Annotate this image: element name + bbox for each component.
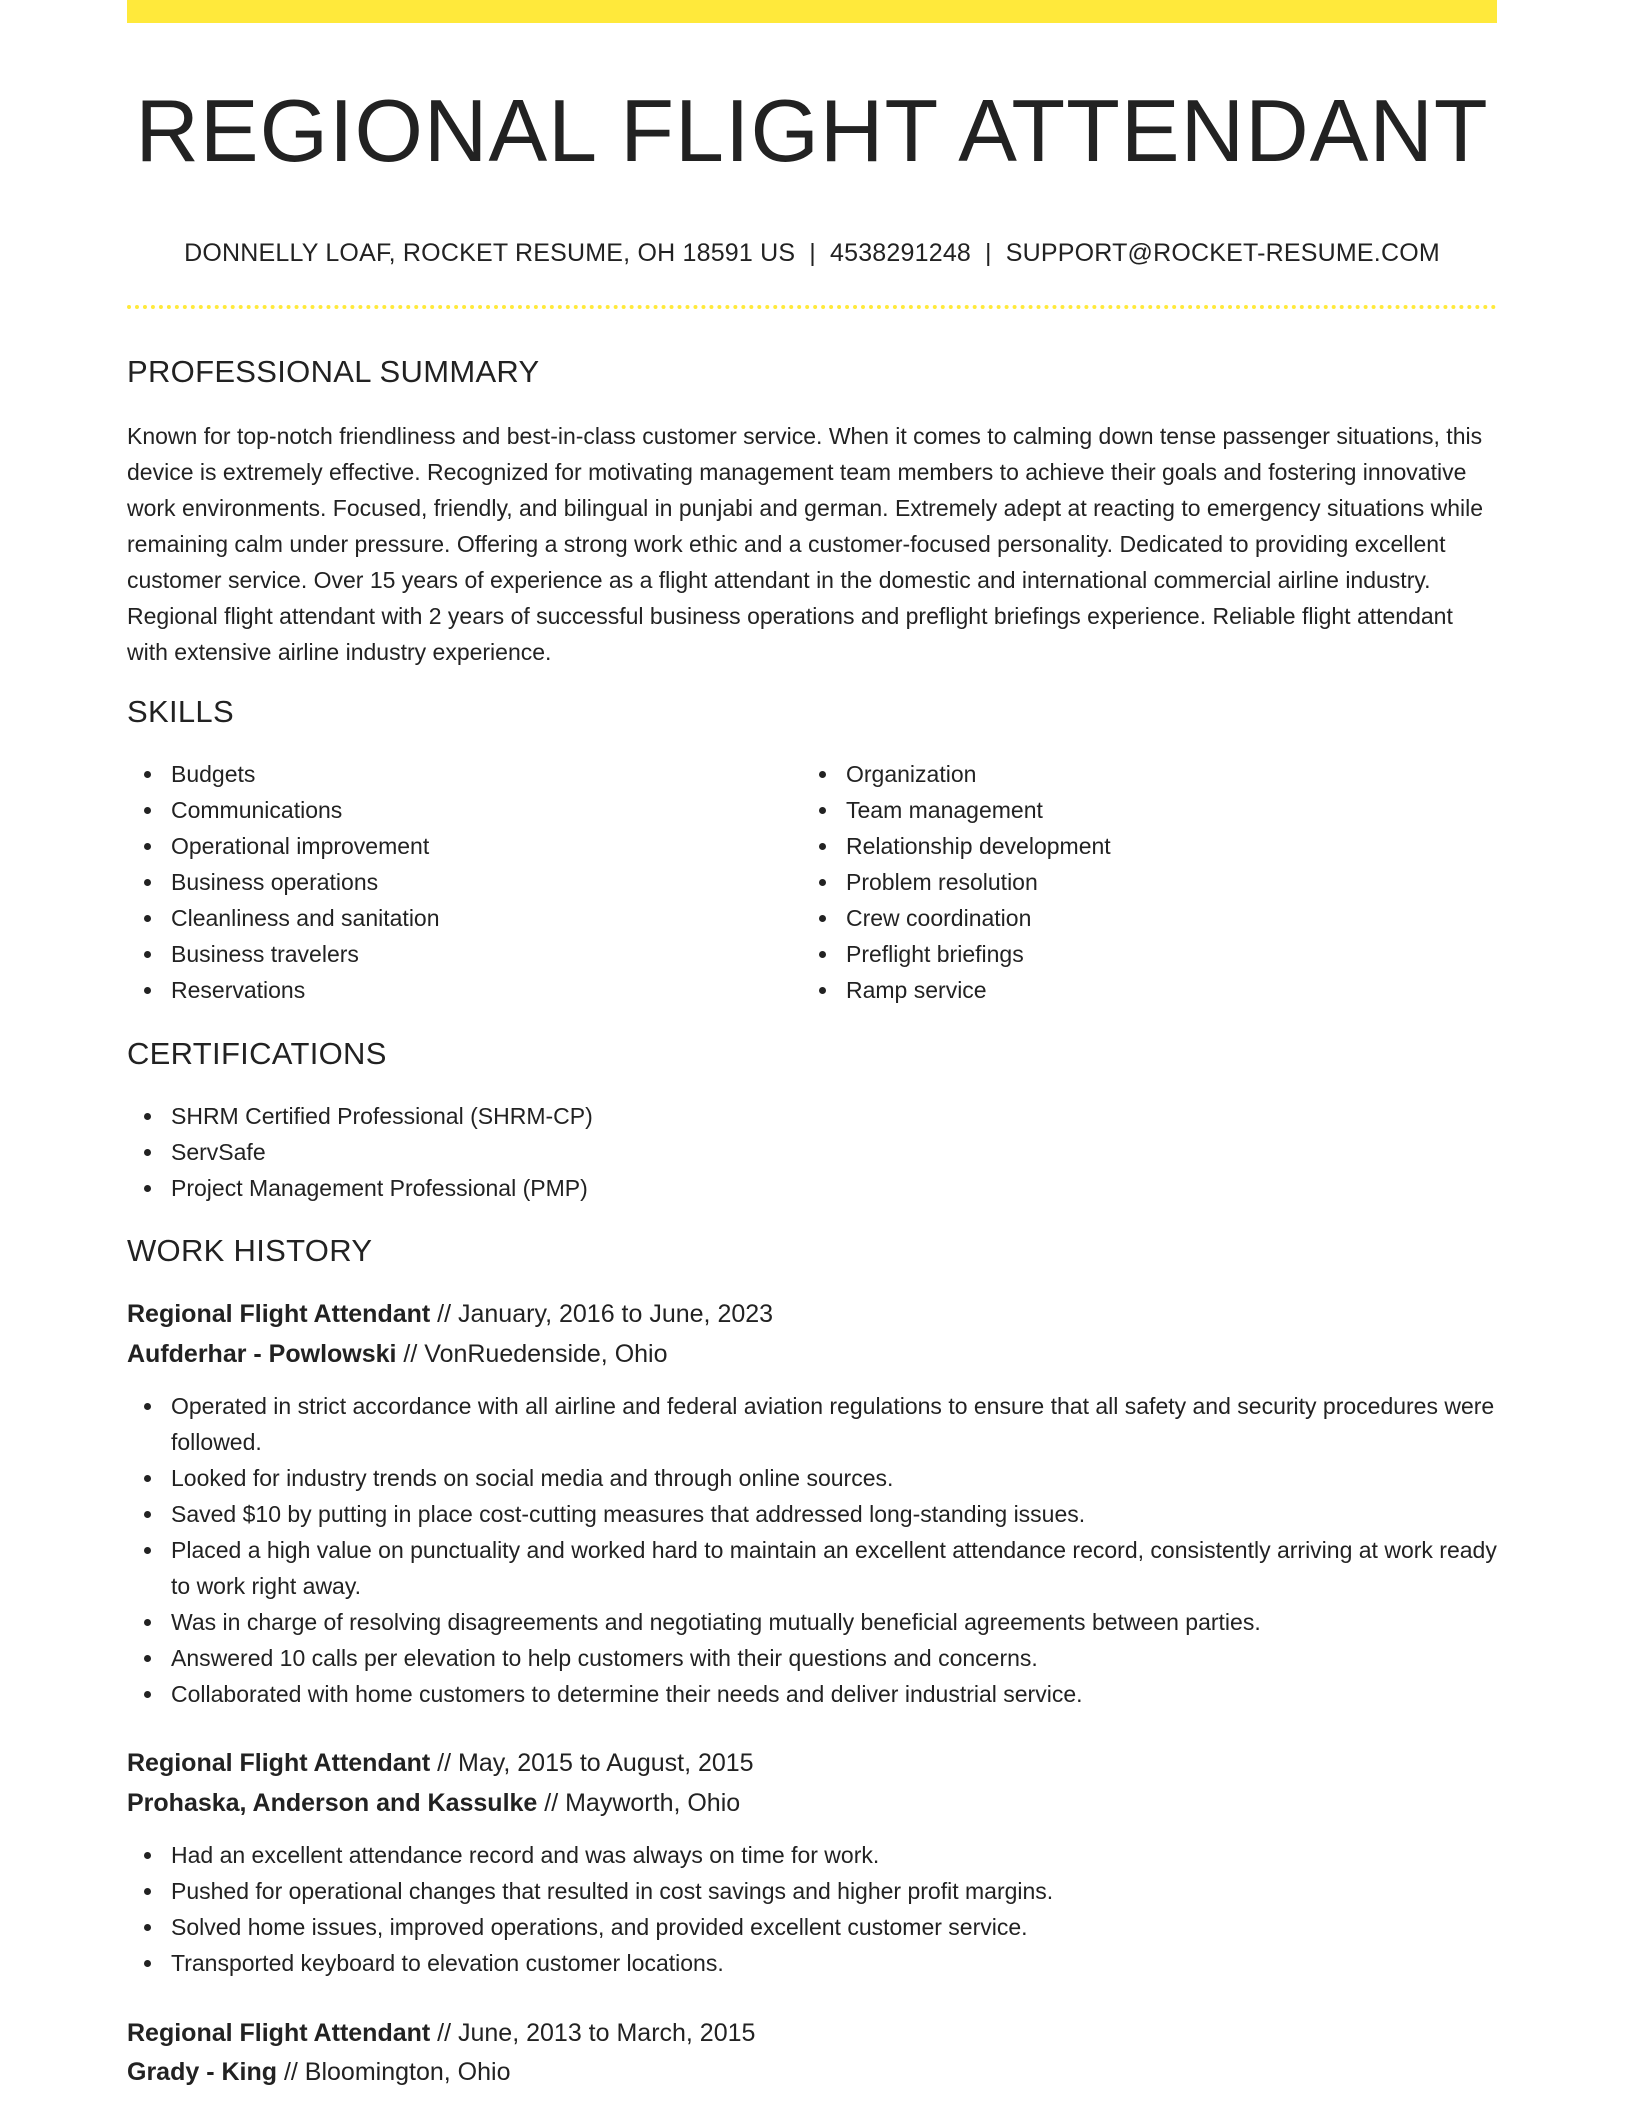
accent-bar (127, 0, 1497, 23)
skills-list-right (802, 756, 1462, 1008)
job-bullet: Looked for industry trends on social media and through online sources. (127, 1460, 1497, 1496)
contact-separator: | (985, 239, 992, 267)
job-bullet: Collaborated with home customers to determine their needs and deliver industrial service. (127, 1676, 1497, 1712)
job-company-line (127, 1785, 740, 1821)
work-history-heading: WORK HISTORY (127, 1233, 373, 1268)
skills-heading: SKILLS (127, 694, 234, 729)
skill-item: Cleanliness and sanitation (127, 900, 787, 936)
job-company-line (127, 1336, 668, 1372)
contact-line (127, 239, 1497, 268)
skill-item: Team management (802, 792, 1462, 828)
job-bullet: Answered 10 calls per elevation to help customers with their questions and concerns. (127, 1640, 1497, 1676)
skill-item: Preflight briefings (802, 936, 1462, 972)
job-location: // VonRuedenside, Ohio (396, 1340, 668, 1368)
job-title: Regional Flight Attendant (127, 2019, 431, 2047)
job-company: Grady - King (127, 2058, 278, 2086)
contact-phone: 4538291248 (830, 239, 972, 267)
job-title-line (127, 2015, 755, 2051)
skill-item: Business travelers (127, 936, 787, 972)
skill-item: Operational improvement (127, 828, 787, 864)
job-bullet: Was in charge of resolving disagreements and negotiating mutually beneficial agreements between parties. (127, 1604, 1497, 1640)
skill-item: Crew coordination (802, 900, 1462, 936)
summary-text: Known for top-notch friendliness and best-in-class customer service. When it comes to calming down tense passenger situations, this device is extremely effective. Recognized for motivating management team members to achieve their goals and fostering innovative work environments. Focused, friendly, and bilingual in punjabi and german. Extremely adept at reacting to emergency situations while remaining calm under pressure. Offering a strong work ethic and a customer-focused personality. Dedicated to providing excellent customer service. Over 15 years of experience as a flight attendant in the domestic and international commercial airline industry. Regional flight attendant with 2 years of successful business operations and preflight briefings experience. Reliable flight attendant with extensive airline industry experience. (127, 423, 1484, 665)
skill-item: Reservations (127, 972, 787, 1008)
job-title-line (127, 1296, 773, 1332)
certification-item: SHRM Certified Professional (SHRM-CP) (127, 1098, 1497, 1134)
job-location: // Bloomington, Ohio (277, 2058, 511, 2086)
skill-item: Ramp service (802, 972, 1462, 1008)
skill-item: Organization (802, 756, 1462, 792)
job-bullet: Had an excellent attendance record and was always on time for work. (127, 1837, 1497, 1873)
contact-separator: | (809, 239, 816, 267)
header-divider (127, 305, 1497, 309)
certification-item: ServSafe (127, 1134, 1497, 1170)
certification-item: Project Management Professional (PMP) (127, 1170, 1497, 1206)
job-dates: // May, 2015 to August, 2015 (430, 1749, 754, 1777)
job-bullet-list (127, 1837, 1497, 1981)
certifications-heading: CERTIFICATIONS (127, 1036, 387, 1071)
contact-email: SUPPORT@ROCKET-RESUME.COM (1005, 239, 1440, 267)
job-title-line (127, 1745, 754, 1781)
skill-item: Problem resolution (802, 864, 1462, 900)
summary-heading: PROFESSIONAL SUMMARY (127, 354, 540, 389)
job-title: Regional Flight Attendant (127, 1749, 431, 1777)
skills-list-left (127, 756, 787, 1008)
job-bullet: Operated in strict accordance with all airline and federal aviation regulations to ensure that all safety and security procedures were followed. (127, 1388, 1497, 1460)
job-company: Aufderhar - Powlowski (127, 1340, 397, 1368)
certifications-list (127, 1098, 1497, 1206)
skill-item: Budgets (127, 756, 787, 792)
job-title: Regional Flight Attendant (127, 1300, 431, 1328)
job-bullet: Pushed for operational changes that resulted in cost savings and higher profit margins. (127, 1873, 1497, 1909)
job-dates: // June, 2013 to March, 2015 (430, 2019, 756, 2047)
skill-item: Business operations (127, 864, 787, 900)
job-bullet-list (127, 1388, 1497, 1712)
job-company-line (127, 2054, 510, 2090)
job-bullet: Saved $10 by putting in place cost-cutting measures that addressed long-standing issues. (127, 1496, 1497, 1532)
resume-title: REGIONAL FLIGHT ATTENDANT (135, 81, 1489, 180)
job-location: // Mayworth, Ohio (537, 1789, 741, 1817)
job-company: Prohaska, Anderson and Kassulke (127, 1789, 538, 1817)
job-dates: // January, 2016 to June, 2023 (430, 1300, 774, 1328)
job-bullet: Placed a high value on punctuality and worked hard to maintain an excellent attendance record, consistently arriving at work ready to work right away. (127, 1532, 1497, 1604)
contact-address: DONNELLY LOAF, ROCKET RESUME, OH 18591 US (184, 239, 796, 267)
job-bullet: Transported keyboard to elevation customer locations. (127, 1945, 1497, 1981)
skill-item: Relationship development (802, 828, 1462, 864)
job-bullet: Solved home issues, improved operations, and provided excellent customer service. (127, 1909, 1497, 1945)
skill-item: Communications (127, 792, 787, 828)
